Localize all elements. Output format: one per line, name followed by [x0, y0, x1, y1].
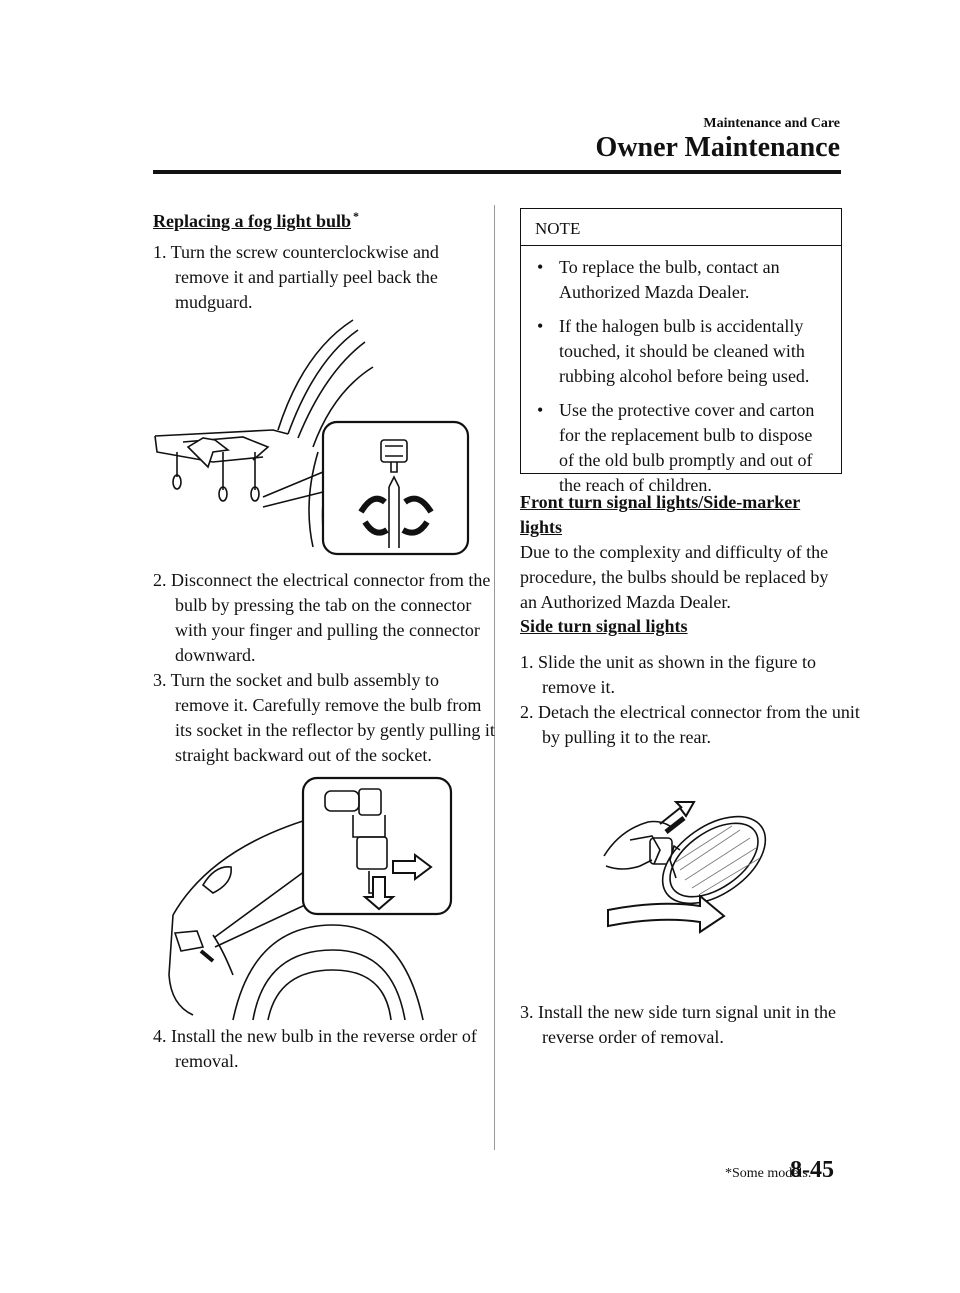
fog-step-2: 2. Disconnect the electrical connector from the bulb by pressing the tab on the connector with your finger and pulling the connector downward. — [153, 570, 491, 665]
note-item-2-text: If the halogen bulb is accidentally touched, it should be cleaned with rubbing alcohol before being used. — [559, 316, 810, 386]
side-turn-signal-heading: Side turn signal lights — [520, 616, 688, 636]
front-turn-signal-heading: Front turn signal lights/Side-marker lights — [520, 492, 801, 537]
side-step-1: 1. Slide the unit as shown in the figure to remove it. — [520, 652, 816, 697]
fog-step-4: 4. Install the new bulb in the reverse order of removal. — [153, 1026, 477, 1071]
note-item-1-text: To replace the bulb, contact an Authorized Mazda Dealer. — [559, 257, 780, 302]
some-models-star: * — [353, 209, 360, 223]
bullet-icon: • — [537, 257, 544, 277]
section-title: Maintenance and Care — [703, 116, 840, 131]
bullet-icon: • — [537, 400, 544, 420]
chapter-title: Owner Maintenance — [595, 132, 840, 163]
bullet-icon: • — [537, 316, 544, 336]
side-turn-signal-figure — [600, 800, 780, 945]
note-item-2 — [521, 314, 841, 389]
footer-some-models-note: *Some models. — [725, 1166, 812, 1181]
note-item-3-text: Use the protective cover and carton for the replacement bulb to dispose of the old bulb promptly and out of the reach of children. — [559, 400, 815, 495]
note-box — [520, 208, 842, 495]
note-item-1 — [521, 255, 841, 305]
fog-step-1: 1. Turn the screw counterclockwise and remove it and partially peel back the mudguard. — [153, 242, 439, 312]
mudguard-screw-figure — [153, 312, 473, 557]
fog-light-socket-figure — [153, 775, 473, 1023]
fog-step-3: 3. Turn the socket and bulb assembly to remove it. Carefully remove the bulb from its socket in the reflector by gently pulling it straight backward out of the socket. — [153, 670, 495, 765]
front-turn-signal-text: Due to the complexity and difficulty of the procedure, the bulbs should be replaced by an Authorized Mazda Dealer. — [520, 542, 829, 612]
page-number: 8-45 — [790, 1157, 834, 1183]
side-step-3: 3. Install the new side turn signal unit in the reverse order of removal. — [520, 1002, 836, 1047]
note-divider — [521, 245, 841, 246]
note-title: NOTE — [535, 219, 581, 238]
note-item-3 — [521, 398, 841, 498]
side-step-2: 2. Detach the electrical connector from the unit by pulling it to the rear. — [520, 702, 860, 747]
fog-light-heading — [153, 204, 359, 234]
header-rule — [153, 170, 841, 174]
fog-light-heading-text: Replacing a fog light bulb — [153, 211, 352, 231]
